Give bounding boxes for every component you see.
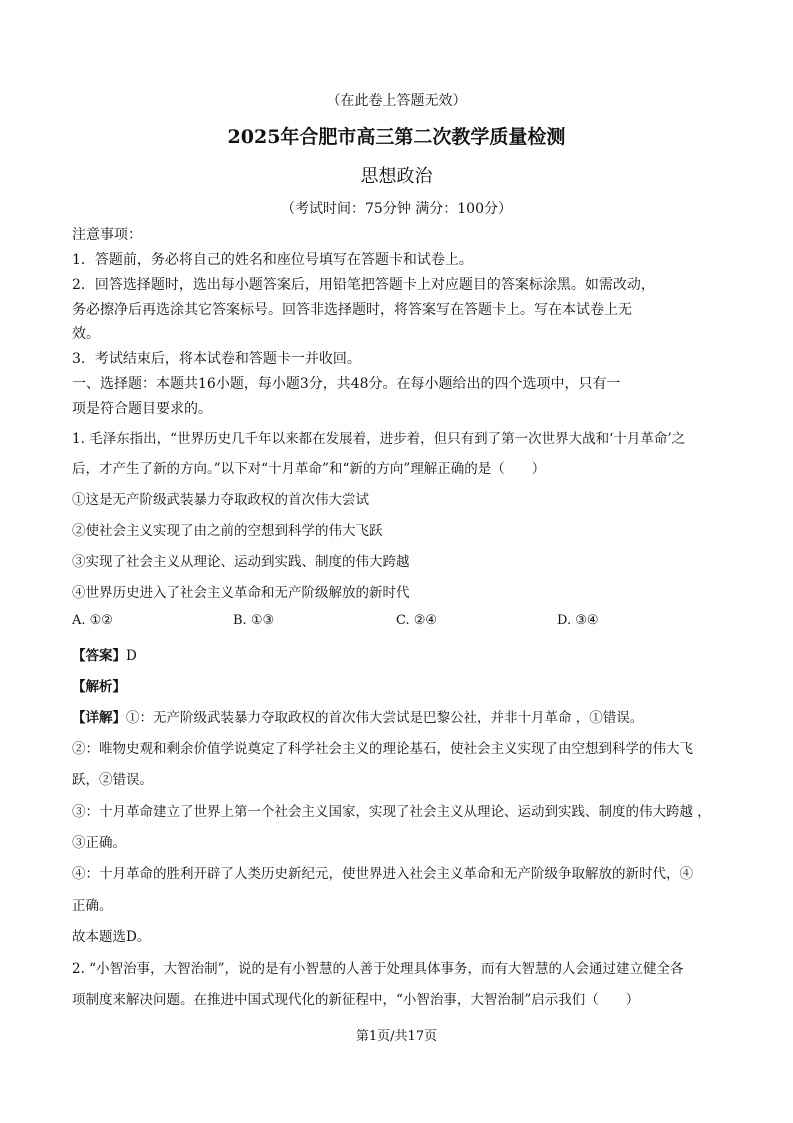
option-a: A. ①② [72, 613, 113, 628]
page-footer: 第1页/共17页 [355, 1029, 438, 1044]
notice-item: 3．考试结束后，将本试卷和答题卡一并收回。 [72, 351, 361, 367]
invalid-note: （在此卷上答题无效） [326, 93, 467, 109]
answer-tag: 【答案】 [72, 648, 126, 664]
notice-item: 效。 [72, 326, 100, 342]
statement-2: ②使社会主义实现了由之前的空想到科学的伟大飞跃 [72, 523, 383, 539]
question-stem-cont: 项制度来解决问题。在推进中国式现代化的新征程中，“小智治事，大智治制”启示我们（ ） [72, 992, 640, 1008]
analysis-tag: 【解析】 [72, 679, 126, 695]
detail-line: ③：十月革命建立了世界上第一个社会主义国家，实现了社会主义从理论、运动到实践、制度的伟大跨越 ， [72, 804, 711, 820]
notice-heading: 注意事项： [72, 227, 142, 243]
section-heading-cont: 项是符合题目要求的。 [72, 401, 212, 417]
question-stem-cont: 后，才产生了新的方向。”以下对“十月革命”和“新的方向”理解正确的是（ ） [72, 461, 546, 477]
question-stem: 1. 毛泽东指出，“世界历史几千年以来都在发展着，进步着，但只有到了第一次世界大战和‘十月革命’之 [72, 431, 686, 447]
detail-text: ①：无产阶级武装暴力夺取政权的首次伟大尝试是巴黎公社，并非十月革命 ，①错误。 [126, 710, 644, 726]
detail-line [72, 706, 643, 726]
detail-line: ③正确。 [72, 835, 126, 851]
detail-tag: 【详解】 [72, 710, 126, 726]
notice-item: 2．回答选择题时，选出每小题答案后，用铅笔把答题卡上对应题目的答案标涂黑。如需改动， [72, 277, 655, 293]
exam-title: 2025年合肥市高三第二次教学质量检测 [227, 126, 566, 148]
option-d: D. ③④ [557, 613, 599, 628]
answer-line [72, 644, 137, 664]
statement-3: ③实现了社会主义从理论、运动到实践、制度的伟大跨越 [72, 554, 410, 570]
detail-line: 正确。 [72, 898, 113, 914]
option-b: B. ①③ [233, 613, 275, 628]
conclusion-line: 故本题选D。 [72, 929, 151, 945]
question-stem: 2. “小智治事，大智治制”，说的是有小智慧的人善于处理具体事务，而有大智慧的人会通过建立健全各 [72, 961, 684, 977]
statement-1: ①这是无产阶级武装暴力夺取政权的首次伟大尝试 [72, 492, 369, 508]
answer-value: D [126, 648, 137, 664]
detail-line: ②：唯物史观和剩余价值学说奠定了科学社会主义的理论基石，使社会主义实现了由空想到科学的伟大飞 [72, 741, 693, 757]
exam-info: （考试时间：75分钟 满分：100分） [281, 201, 512, 217]
notice-item: 1．答题前，务必将自己的姓名和座位号填写在答题卡和试卷上。 [72, 252, 473, 268]
subject-title: 思想政治 [360, 166, 433, 187]
notice-item: 务必擦净后再选涂其它答案标号。回答非选择题时，将答案写在答题卡上。写在本试卷上无 [72, 302, 632, 318]
detail-line: ④：十月革命的胜利开辟了人类历史新纪元，使世界进入社会主义革命和无产阶级争取解放的新时代，④ [72, 866, 693, 882]
statement-4: ④世界历史进入了社会主义革命和无产阶级解放的新时代 [72, 585, 410, 601]
option-c: C. ②④ [396, 613, 438, 628]
detail-line: 跃，②错误。 [72, 772, 153, 788]
section-heading: 一、选择题：本题共16小题，每小题3分，共48分。在每小题给出的四个选项中，只有一 [72, 376, 621, 392]
